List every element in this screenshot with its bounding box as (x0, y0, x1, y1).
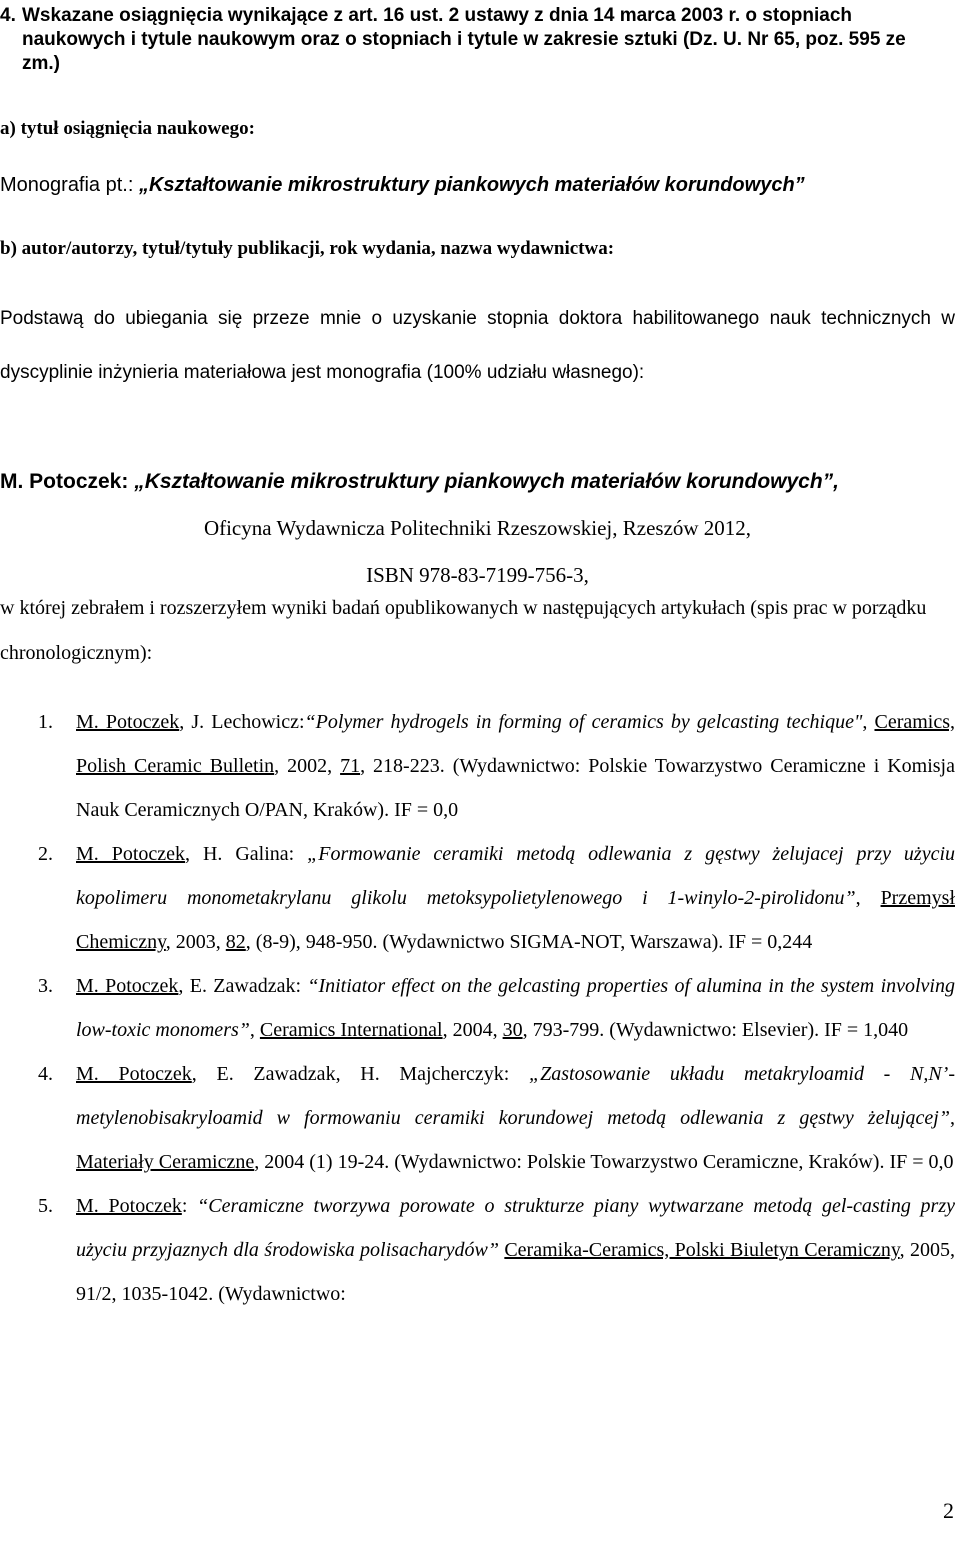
reference-coauthors: : (181, 1195, 198, 1217)
reference-author: M. Potoczek (76, 843, 186, 865)
reference-author: M. Potoczek (76, 711, 180, 733)
reference-title: “Initiator effect on the gelcasting properties of alumina in the system involving low-toxic monomers” (76, 975, 955, 1041)
reference-title: „Zastosowanie układu metakryloamid - N,N’-metylenobisakryloamid w formowaniu ceramiki korundowej metodą odlewania z gęstwy żelującej” (76, 1063, 956, 1129)
reference-coauthors: , E. Zawadzak: (178, 975, 308, 997)
citation-author: M. Potoczek: (0, 470, 135, 493)
reference-separator: , (950, 1107, 955, 1129)
monograph-citation (0, 458, 955, 599)
reference-number: 4. (38, 1063, 53, 1085)
reference-journal: Ceramics, Polish Ceramic Bulletin (76, 711, 956, 777)
section-heading (0, 4, 940, 76)
citation-title: „Kształtowanie mikrostruktury piankowych materiałów korundowych”, (134, 470, 840, 493)
reference-details: , (8-9), 948-950. (Wydawnictwo SIGMA-NOT, Warszawa). IF = 0,244 (245, 931, 813, 953)
monograph-prefix: Monografia pt.: (0, 174, 139, 196)
reference-journal: Ceramics International (259, 1019, 443, 1041)
reference-details: , 793-799. (Wydawnictwo: Elsevier). IF = 1,040 (522, 1019, 909, 1041)
reference-journal: Materiały Ceramiczne (76, 1151, 255, 1173)
citation-publisher: Oficyna Wydawnicza Politechniki Rzeszowskiej, Rzeszów 2012, (203, 516, 752, 540)
reference-year: , 2003, (165, 931, 226, 953)
reference-separator: , (862, 711, 875, 733)
page-number: 2 (943, 1498, 954, 1523)
reference-author: M. Potoczek (76, 1063, 192, 1085)
reference-title: “Ceramiczne tworzywa porowate o strukturze piany wytwarzane metodą gel-casting przy użyciu przyjaznych dla środowiska polisacharydów” (76, 1195, 956, 1261)
reference-volume: 82 (225, 931, 246, 953)
reference-details: , 218-223. (Wydawnictwo: Polskie Towarzystwo Ceramiczne i Komisja Nauk Ceramicznych O/PAN, Kraków). IF = 0,0 (76, 755, 955, 821)
reference-volume: 30 (502, 1019, 523, 1041)
section-b-label: b) autor/autorzy, tytuł/tytuły publikacji, rok wydania, nazwa wydawnictwa: (0, 238, 615, 259)
heading-text: Wskazane osiągnięcia wynikające z art. 16 ust. 2 ustawy z dnia 14 marca 2003 r. o stopniach naukowych i tytule naukowym oraz o stopniach i tytule w zakresie sztuki (Dz. U. Nr 65, poz. 595 ze zm.) (22, 5, 906, 74)
reference-coauthors: , E. Zawadzak, H. Majcherczyk: (191, 1063, 530, 1085)
reference-number: 2. (38, 843, 53, 865)
collected-paragraph: w której zebrałem i rozszerzyłem wyniki badań opublikowanych w następujących artykułach (spis prac w porządku chronologicznym): (0, 597, 927, 664)
reference-separator: , (855, 887, 881, 909)
monograph-title: „Kształtowanie mikrostruktury piankowych materiałów korundowych” (138, 174, 805, 196)
reference-coauthors: , J. Lechowicz: (179, 711, 305, 733)
citation-isbn: ISBN 978-83-7199-756-3, (366, 563, 589, 587)
reference-coauthors: , H. Galina: (185, 843, 308, 865)
reference-volume: 71 (340, 755, 361, 777)
reference-item (0, 1184, 955, 1316)
reference-year: , 2005, 91/2, 1035-1042. (Wydawnictwo: (76, 1239, 955, 1305)
section-a-label: a) tytuł osiągnięcia naukowego: (0, 118, 255, 139)
monograph-line (0, 174, 805, 197)
reference-author: M. Potoczek (76, 1195, 182, 1217)
basis-paragraph: Podstawą do ubiegania się przeze mnie o uzyskanie stopnia doktora habilitowanego nauk technicznych w dyscyplinie inżynieria materiałowa jest monografia (100% udziału własnego): (0, 308, 955, 383)
reference-title: “Polymer hydrogels in forming of ceramics by gelcasting techique" (304, 711, 863, 733)
reference-year: , 2004 (1) 19-24. (Wydawnictwo: Polskie Towarzystwo Ceramiczne, Kraków). IF = 0,0 (254, 1151, 954, 1173)
reference-item (0, 700, 955, 832)
reference-author: M. Potoczek (76, 975, 179, 997)
reference-year: , 2002, (274, 755, 341, 777)
reference-number: 3. (38, 975, 53, 997)
reference-item (0, 1052, 955, 1184)
reference-separator: , (249, 1019, 260, 1041)
heading-number: 4. (0, 5, 16, 26)
reference-item (0, 964, 955, 1052)
reference-title: „Formowanie ceramiki metodą odlewania z gęstwy żelujacej przy użyciu kopolimeru monometakrylanu glikolu metoksypolietylenowego i 1-winylo-2-pirolidonu” (76, 843, 956, 909)
reference-year: , 2004, (442, 1019, 503, 1041)
reference-list (0, 700, 955, 1316)
reference-number: 5. (38, 1195, 53, 1217)
reference-journal: Przemysł Chemiczny (76, 887, 955, 953)
reference-item (0, 832, 955, 964)
reference-number: 1. (38, 711, 53, 733)
reference-journal: Ceramika-Ceramics, Polski Biuletyn Ceramiczny (504, 1239, 900, 1261)
